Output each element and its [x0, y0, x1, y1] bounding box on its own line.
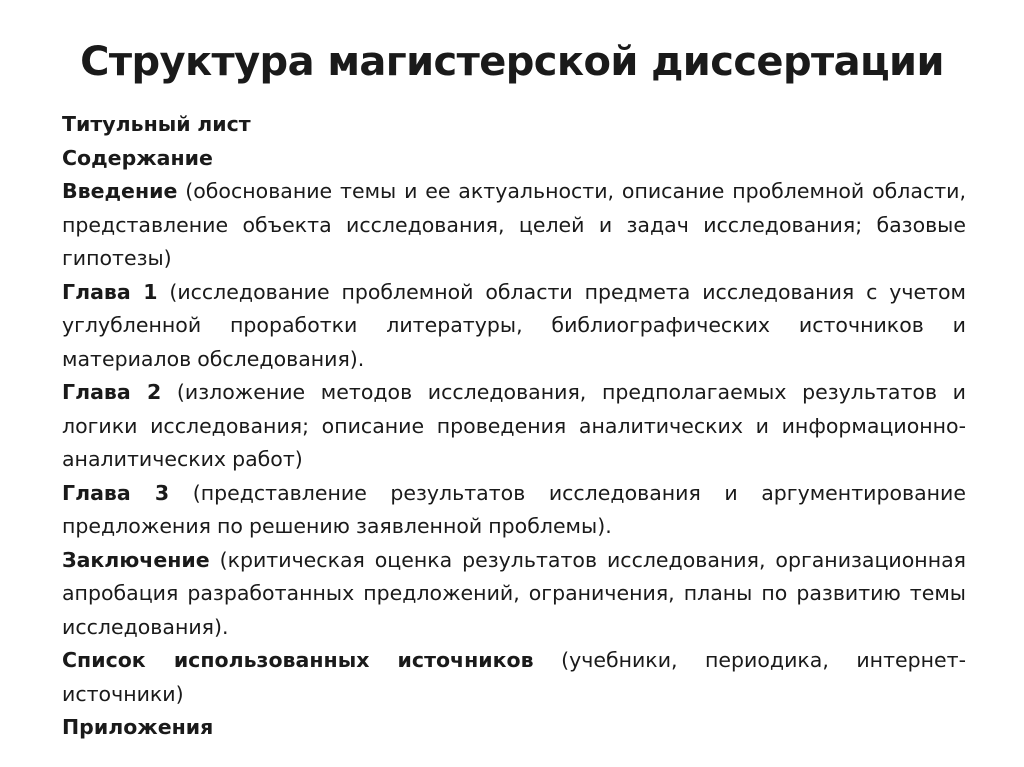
- entry-conclusion: [62, 544, 966, 645]
- entry-term: Список использованных источников: [62, 648, 534, 672]
- entry-term: Глава 1: [62, 279, 158, 304]
- entry-text: (учебники, периодика, интернет-источники): [62, 648, 966, 706]
- entry-references: [62, 644, 966, 711]
- entry-title-page: [62, 108, 966, 142]
- entry-term: Приложения: [62, 715, 214, 739]
- entry-term: Титульный лист: [62, 112, 251, 136]
- entry-term: Содержание: [62, 145, 213, 170]
- entry-contents: [62, 142, 966, 176]
- content-list: [62, 108, 966, 745]
- entry-text: (представление результатов исследования и аргументирование предложения по решению заявленной проблемы).: [62, 480, 966, 538]
- entry-term: Заключение: [62, 547, 210, 572]
- entry-text: (критическая оценка результатов исследования, организационная апробация разработанных предложений, ограничения, планы по развитию темы исследования).: [62, 547, 966, 639]
- entry-text: (изложение методов исследования, предполагаемых результатов и логики исследования; описание проведения аналитических и информационно-аналитических работ): [62, 380, 966, 471]
- entry-chapter-2: [62, 376, 966, 477]
- entry-term: Глава 3: [62, 480, 170, 505]
- entry-chapter-1: [62, 276, 966, 377]
- entry-introduction: [62, 175, 966, 276]
- entry-text: (исследование проблемной области предмета исследования с учетом углубленной проработки литературы, библиографических источников и материалов обследования).: [62, 279, 967, 371]
- entry-text: (обоснование темы и ее актуальности, описание проблемной области, представление объекта исследования, целей и задач исследования; базовые гипотезы): [62, 179, 966, 270]
- entry-term: Введение: [62, 179, 178, 203]
- slide-title: Структура магистерской диссертации: [80, 39, 944, 85]
- entry-appendices: [62, 711, 966, 745]
- entry-term: Глава 2: [62, 380, 162, 404]
- entry-chapter-3: [62, 477, 966, 544]
